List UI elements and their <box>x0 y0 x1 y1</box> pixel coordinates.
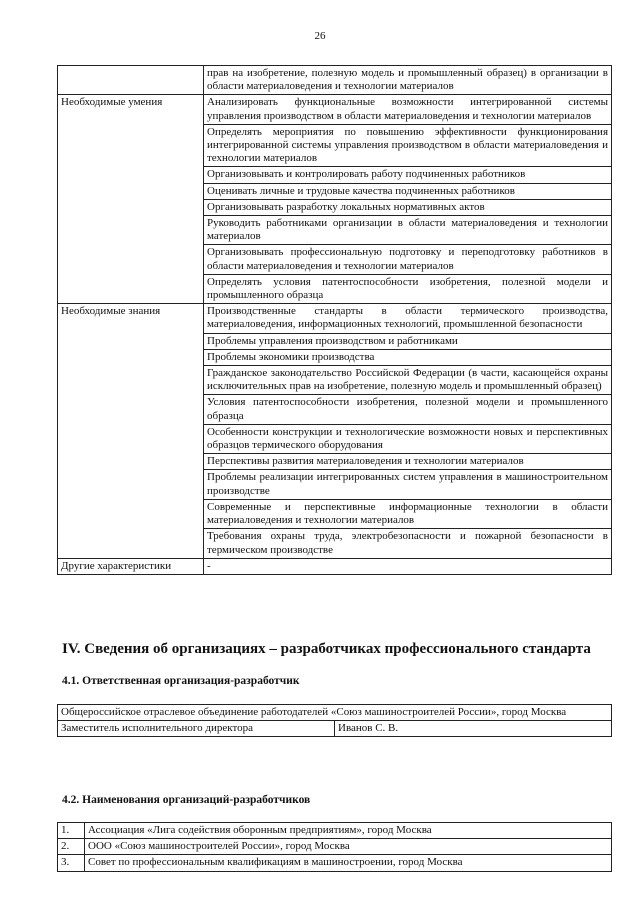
org-name: Ассоциация «Лига содействия оборонным предприятиям», город Москва <box>85 823 612 839</box>
skills-row <box>58 95 612 124</box>
skill-item: Анализировать функциональные возможности интегрированной системы управления производством в области материаловедения и технологии материалов <box>204 95 612 124</box>
page-number: 26 <box>314 30 326 42</box>
skill-item: Организовывать профессиональную подготовку и переподготовку работников в области материаловедения и технологии материалов <box>204 245 612 274</box>
org-name: ООО «Союз машиностроителей России», город Москва <box>85 839 612 855</box>
org-number: 3. <box>58 855 85 871</box>
skill-item: Оценивать личные и трудовые качества подчиненных работников <box>204 183 612 199</box>
functions-table <box>57 65 612 575</box>
skill-item: Определять условия патентоспособности изобретения, полезной модели и промышленного образца <box>204 274 612 303</box>
skill-item: Руководить работниками организации в области материаловедения и технологии материалов <box>204 216 612 245</box>
continuation-cell: прав на изобретение, полезную модель и промышленный образец) в организации в области материаловедения и технологии материалов <box>204 66 612 95</box>
continuation-row <box>58 66 612 95</box>
org-number: 2. <box>58 839 85 855</box>
org-name: Совет по профессиональным квалификациям в машиностроении, город Москва <box>85 855 612 871</box>
knowledge-item: Перспективы развития материаловедения и технологии материалов <box>204 454 612 470</box>
subsection-4-1-title: 4.1. Ответственная организация-разработчик <box>62 675 300 687</box>
org-row <box>58 839 612 855</box>
responsible-org-table <box>57 704 612 737</box>
knowledge-item: Производственные стандарты в области термического производства, материаловедения, информационных технологий, промышленной безопасности <box>204 304 612 333</box>
skill-item: Организовывать разработку локальных нормативных актов <box>204 199 612 215</box>
knowledge-item: Условия патентоспособности изобретения, полезной модели и промышленного образца <box>204 395 612 424</box>
knowledge-item: Современные и перспективные информационные технологии в области материаловедения и технологии материалов <box>204 499 612 528</box>
position-cell: Заместитель исполнительного директора <box>58 721 335 737</box>
org-row <box>58 855 612 871</box>
other-row <box>58 558 612 574</box>
subsection-4-2-title: 4.2. Наименования организаций-разработчиков <box>62 794 311 806</box>
person-cell: Иванов С. В. <box>335 721 612 737</box>
knowledge-item: Требования охраны труда, электробезопасности и пожарной безопасности в термическом производстве <box>204 529 612 558</box>
knowledge-item: Особенности конструкции и технологические возможности новых и перспективных образцов термического оборудования <box>204 424 612 453</box>
skill-item: Определять мероприятия по повышению эффективности функционирования интегрированной системы управления производством в области материаловедения и технологии материалов <box>204 124 612 167</box>
org-number: 1. <box>58 823 85 839</box>
knowledge-item: Проблемы экономики производства <box>204 349 612 365</box>
knowledge-item: Проблемы управления производством и работниками <box>204 333 612 349</box>
skills-label: Необходимые умения <box>58 95 204 304</box>
empty-label-cell <box>58 66 204 95</box>
section-iv-title: IV. Сведения об организациях – разработчиках профессионального стандарта <box>62 641 591 657</box>
other-value: - <box>204 558 612 574</box>
other-label: Другие характеристики <box>58 558 204 574</box>
developer-orgs-table <box>57 822 612 872</box>
skill-item: Организовывать и контролировать работу подчиненных работников <box>204 167 612 183</box>
org-row <box>58 823 612 839</box>
knowledge-row <box>58 304 612 333</box>
knowledge-item: Гражданское законодательство Российской Федерации (в части, касающейся охраны исключительных прав на изобретение, полезную модель и промышленный образец) <box>204 366 612 395</box>
knowledge-item: Проблемы реализации интегрированных систем управления в машиностроительном производстве <box>204 470 612 499</box>
responsible-org-name: Общероссийское отраслевое объединение работодателей «Союз машиностроителей России», город Москва <box>58 705 612 721</box>
knowledge-label: Необходимые знания <box>58 304 204 558</box>
